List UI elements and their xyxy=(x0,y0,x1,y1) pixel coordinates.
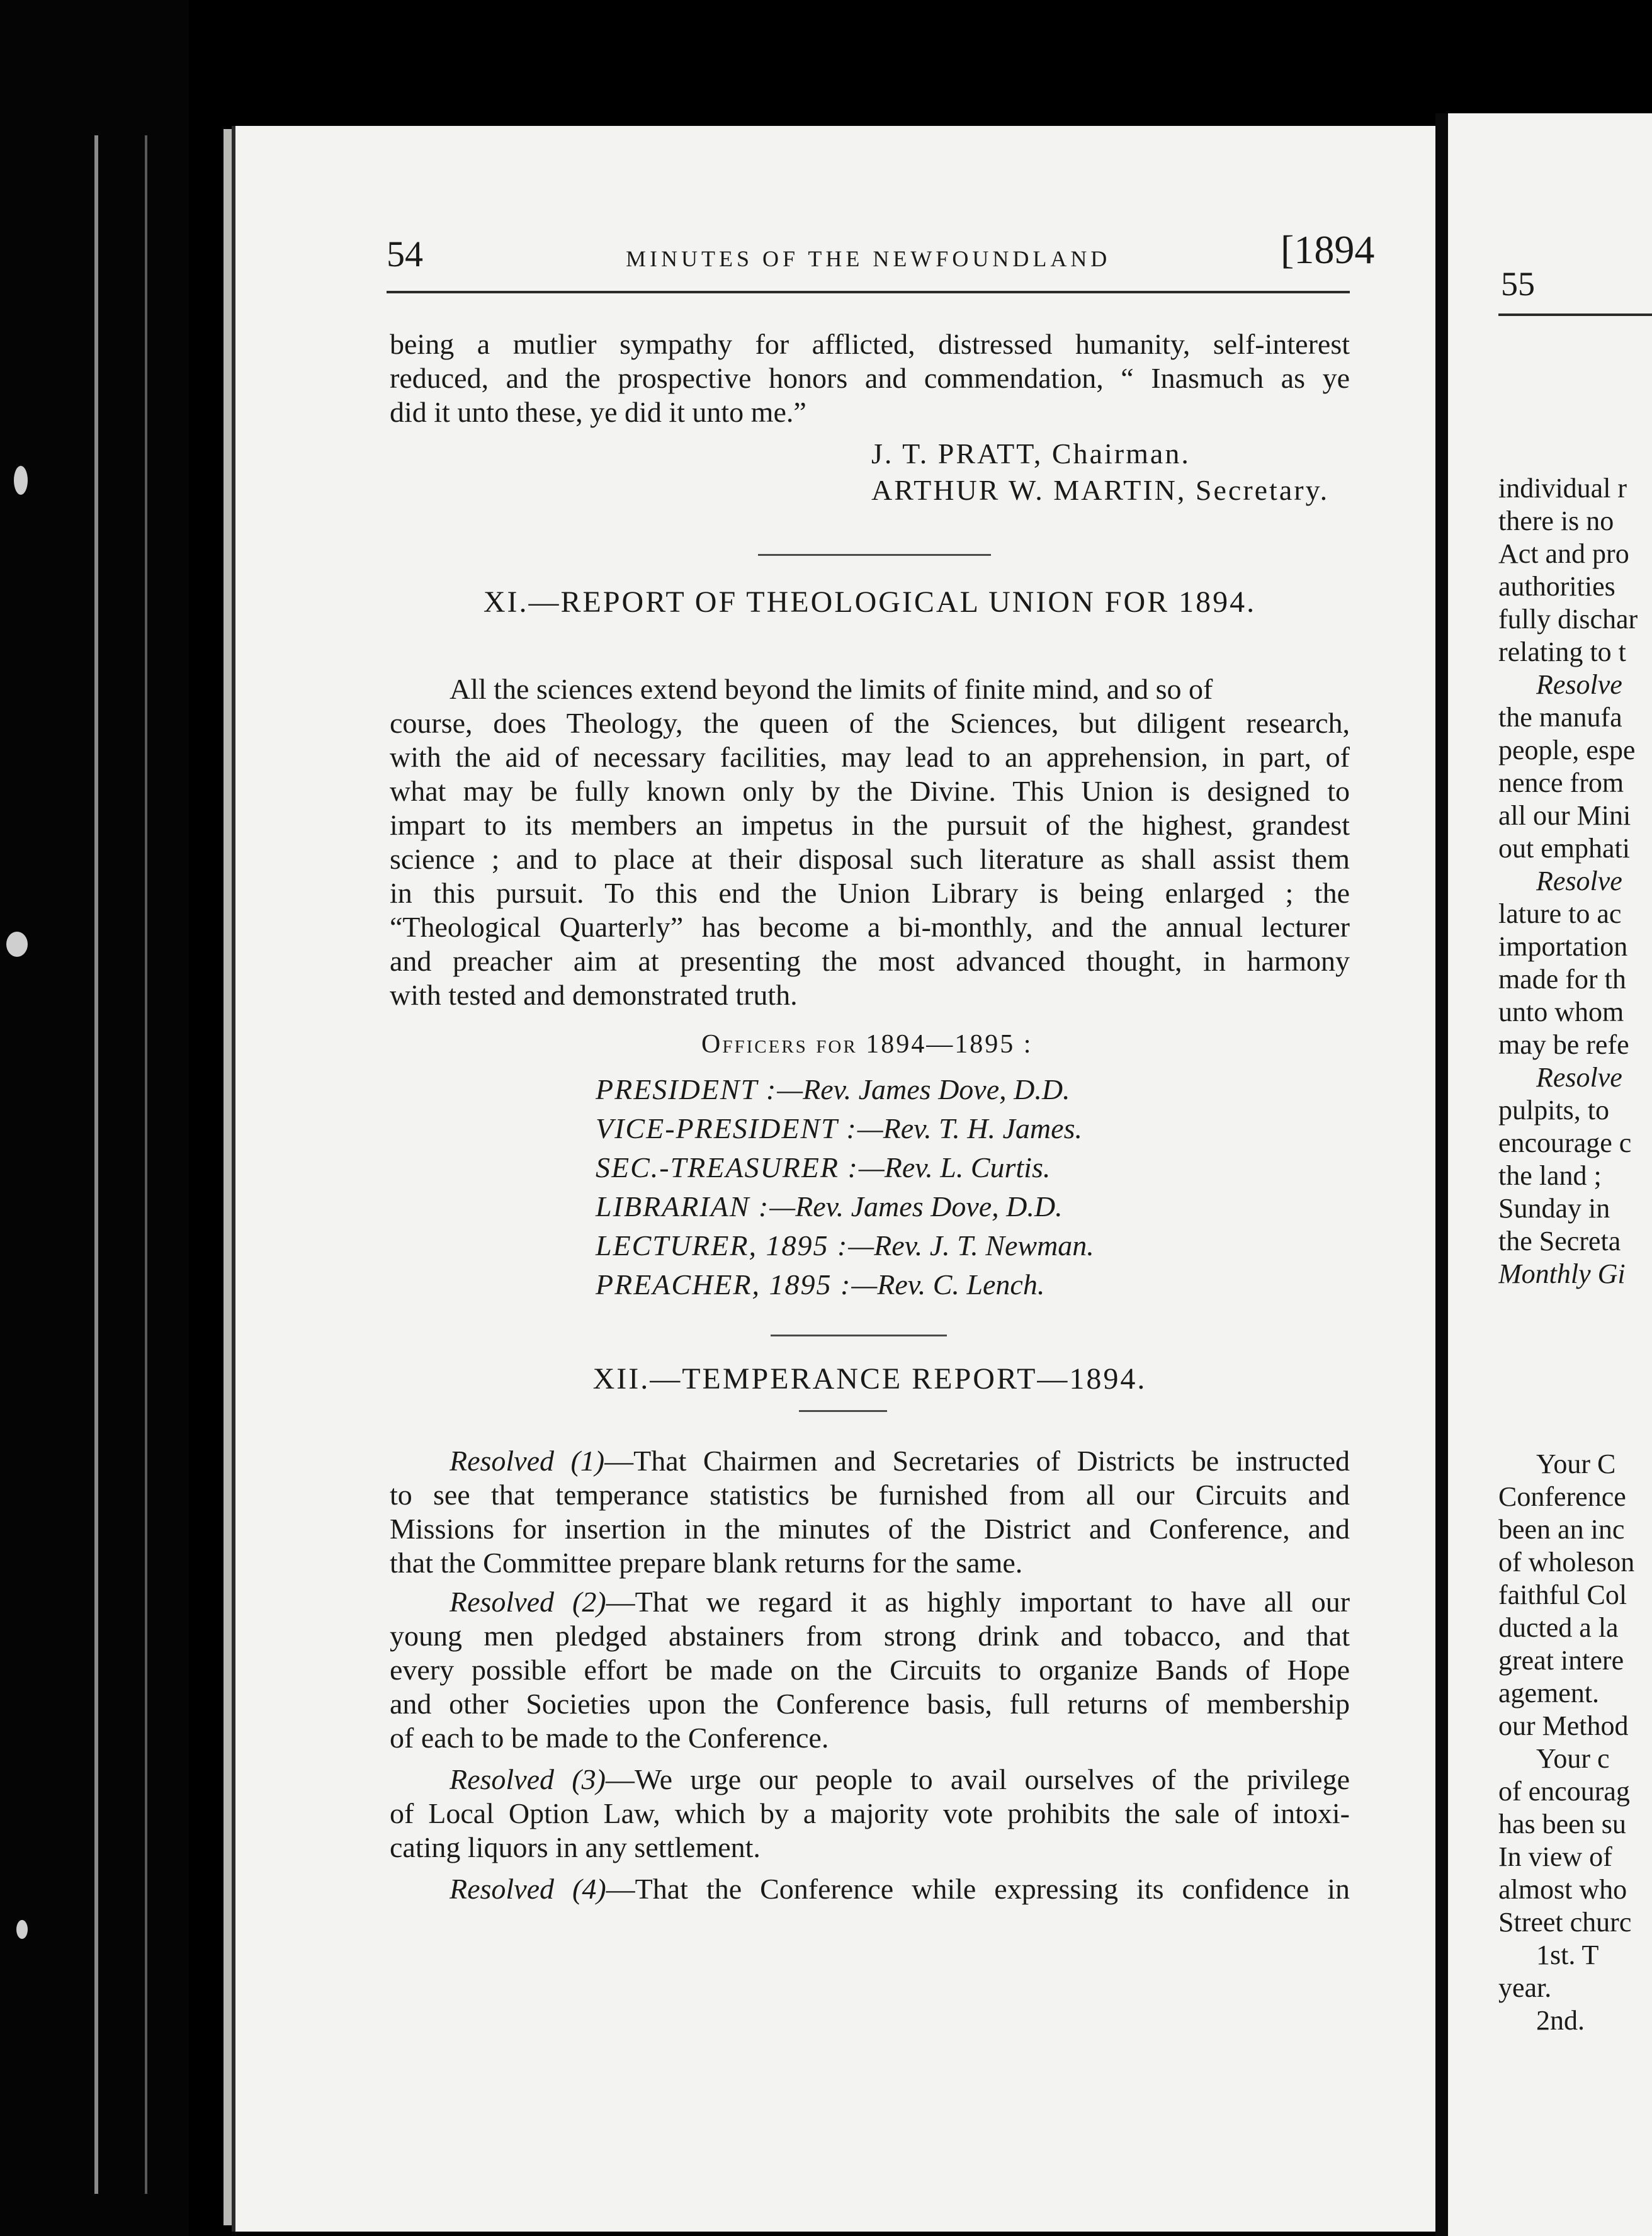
resolution-line: Missions for insertion in the minutes of the District and Conference, and xyxy=(390,1513,1350,1545)
resolution-label: Resolved (3) xyxy=(450,1763,606,1795)
officer-row xyxy=(596,1226,1094,1265)
paragraph-line: impart to its members an impetus in the pursuit of the highest, grandest xyxy=(390,809,1350,841)
resolution-line: that the Committee prepare blank returns for the same. xyxy=(390,1547,1023,1579)
running-head: MINUTES OF THE NEWFOUNDLAND xyxy=(626,246,1111,271)
signature-secretary: ARTHUR W. MARTIN, Secretary. xyxy=(871,474,1330,506)
resolution-line xyxy=(450,1872,1350,1906)
resolution-text: —That we regard it as highly important to have all our xyxy=(606,1586,1350,1618)
cropped-line: Resolve xyxy=(1536,866,1622,896)
resolution-line: every possible effort be made on the Circuits to organize Bands of Hope xyxy=(390,1654,1350,1686)
resolution-line: cating liquors in any settlement. xyxy=(390,1831,761,1863)
paragraph-line: with the aid of necessary facilities, may lead to an apprehension, in part, of xyxy=(390,741,1350,773)
section-divider xyxy=(758,554,991,556)
cropped-line: has been su xyxy=(1498,1809,1626,1839)
page-gutter xyxy=(1435,113,1449,2236)
right-page xyxy=(1448,113,1652,2236)
paragraph-line: being a mutlier sympathy for afflicted, distressed humanity, self-interest xyxy=(390,328,1350,360)
resolution-line xyxy=(450,1585,1350,1619)
resolution-text: —We urge our people to avail ourselves of the privilege xyxy=(605,1763,1350,1795)
cropped-line: of encourag xyxy=(1498,1776,1630,1807)
officer-role: PRESIDENT : xyxy=(596,1073,778,1105)
paragraph-line: course, does Theology, the queen of the Sciences, but diligent research, xyxy=(390,707,1350,739)
cropped-line: 2nd. xyxy=(1536,2005,1585,2036)
officer-row xyxy=(596,1265,1044,1304)
paragraph-line: what may be fully known only by the Divine. This Union is designed to xyxy=(390,775,1350,807)
resolution-line: of Local Option Law, which by a majority vote prohibits the sale of intoxi- xyxy=(390,1797,1350,1829)
officer-role: SEC.-TREASURER : xyxy=(596,1151,859,1183)
cropped-line: Sunday in xyxy=(1498,1193,1610,1224)
cropped-line: authorities xyxy=(1498,571,1615,602)
cropped-line: our Method xyxy=(1498,1710,1629,1741)
binding-mark xyxy=(16,1920,28,1939)
cropped-line: the manufa xyxy=(1498,702,1622,733)
cropped-line: encourage c xyxy=(1498,1127,1632,1158)
binding-mark xyxy=(14,466,28,495)
cropped-line: 1st. T xyxy=(1536,1940,1599,1970)
cropped-line: Your C xyxy=(1536,1448,1616,1479)
resolution-line xyxy=(450,1763,1350,1797)
paragraph-line: All the sciences extend beyond the limits of finite mind, and so of xyxy=(450,673,1213,705)
cropped-line: agement. xyxy=(1498,1678,1600,1708)
cropped-line: Resolve xyxy=(1536,1062,1622,1093)
cropped-line: almost who xyxy=(1498,1874,1627,1905)
left-page xyxy=(232,126,1435,2232)
page-number: 54 xyxy=(387,234,423,274)
officer-role: VICE-PRESIDENT : xyxy=(596,1112,857,1144)
resolution-label: Resolved (4) xyxy=(450,1873,606,1905)
cropped-line: ducted a la xyxy=(1498,1612,1619,1643)
binding-edge-line xyxy=(145,135,147,2194)
officer-name: —Rev. C. Lench. xyxy=(851,1268,1045,1301)
paragraph-line: with tested and demonstrated truth. xyxy=(390,979,798,1011)
resolution-label: Resolved (2) xyxy=(450,1586,606,1618)
binding-edge-line xyxy=(94,135,98,2194)
officer-name: —Rev. L. Curtis. xyxy=(858,1151,1051,1183)
cropped-line: all our Mini xyxy=(1498,800,1631,831)
officer-role: LECTURER, 1895 : xyxy=(596,1229,849,1262)
section-divider xyxy=(799,1410,887,1412)
section-xi-heading: XI.—REPORT OF THEOLOGICAL UNION FOR 1894. xyxy=(483,585,1257,619)
cropped-line: In view of xyxy=(1498,1841,1612,1872)
cropped-line: there is no xyxy=(1498,505,1614,536)
paragraph-line: science ; and to place at their disposal such literature as shall assist them xyxy=(390,843,1350,875)
cropped-line: the land ; xyxy=(1498,1160,1602,1191)
officer-name: —Rev. James Dove, D.D. xyxy=(777,1073,1070,1105)
paragraph-line: reduced, and the prospective honors and commendation, “ Inasmuch as ye xyxy=(390,362,1350,394)
paragraph-line: in this pursuit. To this end the Union Library is being enlarged ; the xyxy=(390,877,1350,909)
header-rule xyxy=(387,291,1350,293)
signature-chairman: J. T. PRATT, Chairman. xyxy=(871,438,1191,470)
officer-row xyxy=(596,1109,1082,1148)
cropped-line: Act and pro xyxy=(1498,538,1629,569)
page-number: 55 xyxy=(1501,265,1535,303)
cropped-line: nence from xyxy=(1498,767,1624,798)
officer-name: —Rev. J. T. Newman. xyxy=(848,1229,1094,1262)
cropped-line: people, espe xyxy=(1498,735,1636,765)
officer-row xyxy=(596,1148,1050,1187)
section-divider xyxy=(771,1335,947,1336)
resolution-line: of each to be made to the Conference. xyxy=(390,1722,829,1754)
resolution-line xyxy=(450,1444,1350,1478)
cropped-line: Your c xyxy=(1536,1743,1610,1774)
resolution-line: and other Societies upon the Conference basis, full returns of membership xyxy=(390,1688,1350,1720)
officers-heading: Officers for 1894—1895 : xyxy=(701,1030,1033,1059)
section-xii-heading: XII.—TEMPERANCE REPORT—1894. xyxy=(592,1362,1147,1396)
officer-role: PREACHER, 1895 : xyxy=(596,1268,852,1301)
officer-role: LIBRARIAN : xyxy=(596,1190,770,1222)
officer-row xyxy=(596,1070,1070,1109)
cropped-line: lature to ac xyxy=(1498,898,1622,929)
cropped-line: fully dischar xyxy=(1498,604,1638,635)
cropped-line: great intere xyxy=(1498,1645,1624,1676)
year-bracket: [1894 xyxy=(1281,227,1375,272)
cropped-line: been an inc xyxy=(1498,1514,1625,1545)
officer-row xyxy=(596,1187,1063,1226)
cropped-line: Monthly Gi xyxy=(1498,1258,1626,1289)
resolution-text: —That the Conference while expressing its confidence in xyxy=(606,1873,1350,1905)
officer-name: —Rev. T. H. James. xyxy=(857,1112,1082,1144)
paragraph-line: and preacher aim at presenting the most advanced thought, in harmony xyxy=(390,945,1350,977)
cropped-line: Conference xyxy=(1498,1481,1626,1512)
officer-name: —Rev. James Dove, D.D. xyxy=(769,1190,1063,1222)
cropped-line: may be refe xyxy=(1498,1029,1629,1060)
header-rule xyxy=(1498,313,1652,316)
paragraph-line: did it unto these, ye did it unto me.” xyxy=(390,396,806,428)
cropped-line: relating to t xyxy=(1498,636,1626,667)
cropped-line: unto whom xyxy=(1498,997,1624,1027)
cropped-line: year. xyxy=(1498,1972,1552,2003)
resolution-label: Resolved (1) xyxy=(450,1445,605,1477)
cropped-line: Street churc xyxy=(1498,1907,1632,1938)
cropped-line: faithful Col xyxy=(1498,1579,1627,1610)
cropped-line: Resolve xyxy=(1536,669,1622,700)
resolution-text: —That Chairmen and Secretaries of Districts be instructed xyxy=(604,1445,1350,1477)
cropped-line: individual r xyxy=(1498,473,1627,504)
cropped-line: pulpits, to xyxy=(1498,1095,1610,1126)
cropped-line: of wholeson xyxy=(1498,1547,1635,1578)
binding-mark xyxy=(6,932,28,957)
cropped-line: made for th xyxy=(1498,964,1626,995)
cropped-line: out emphati xyxy=(1498,833,1630,864)
cropped-line: the Secreta xyxy=(1498,1226,1621,1256)
resolution-line: young men pledged abstainers from strong drink and tobacco, and that xyxy=(390,1620,1350,1652)
cropped-line: importation xyxy=(1498,931,1628,962)
paragraph-line: “Theological Quarterly” has become a bi-monthly, and the annual lecturer xyxy=(390,911,1350,943)
page-edge xyxy=(223,129,232,2225)
resolution-line: to see that temperance statistics be furnished from all our Circuits and xyxy=(390,1479,1350,1511)
